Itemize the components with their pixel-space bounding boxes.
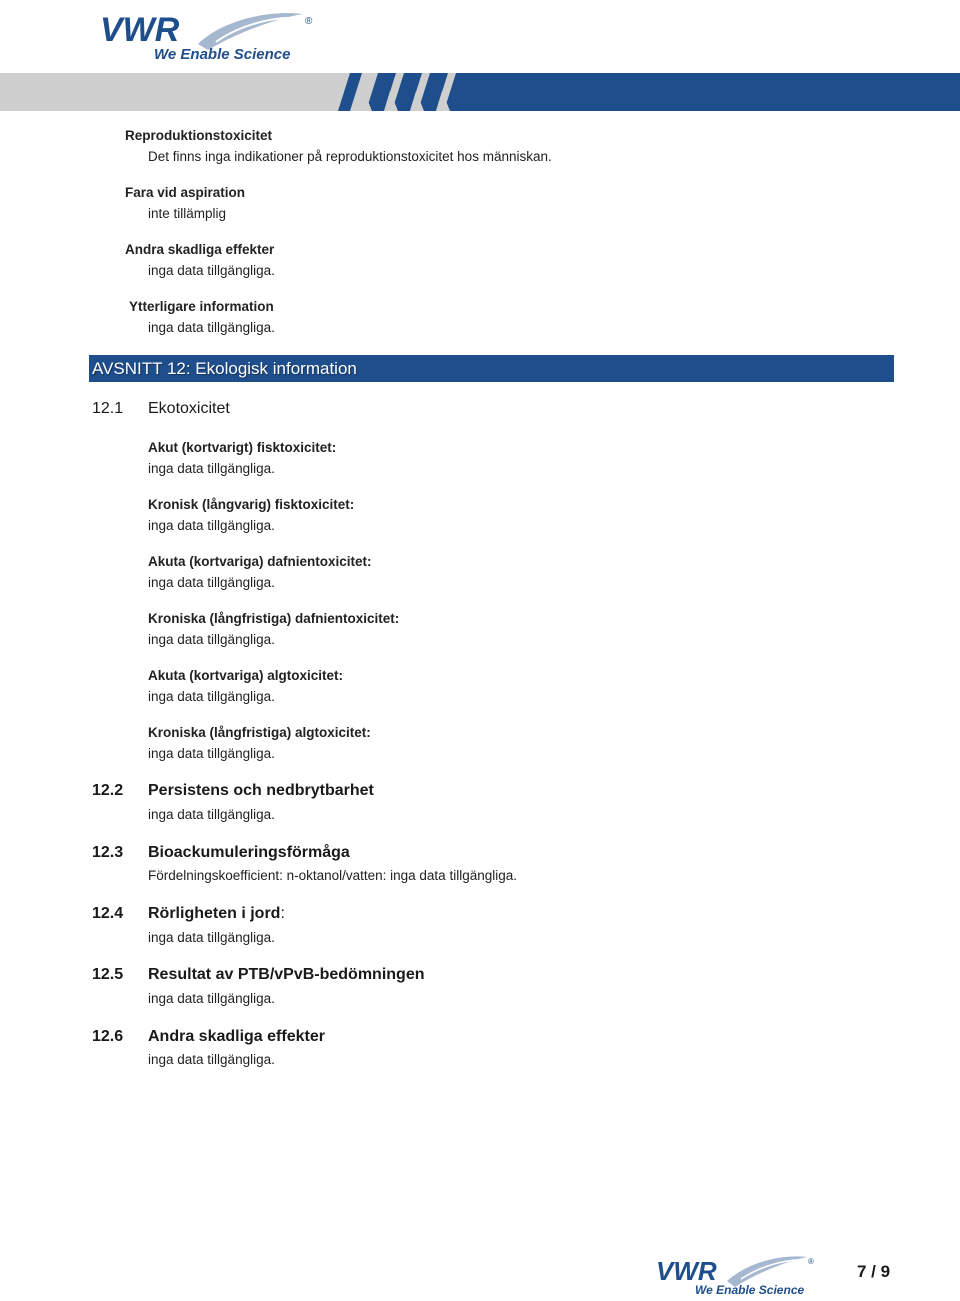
subsection-12-4-colon: : [280, 905, 285, 922]
subsection-12-1-number: 12.1 [92, 400, 124, 417]
section-12-header: AVSNITT 12: Ekologisk information [89, 355, 894, 382]
acute-daphnia-toxicity-value: inga data tillgängliga. [148, 575, 275, 590]
other-effects-value: inga data tillgängliga. [148, 263, 275, 278]
subsection-12-4-value: inga data tillgängliga. [148, 930, 275, 945]
chronic-daphnia-toxicity-label: Kroniska (långfristiga) dafnientoxicitet: [148, 611, 400, 626]
subsection-12-4-heading [148, 905, 285, 923]
chronic-algae-toxicity-label: Kroniska (långfristiga) algtoxicitet: [148, 725, 371, 740]
subsection-12-4-number: 12.4 [92, 905, 124, 922]
subsection-12-1-title: Ekotoxicitet [148, 400, 230, 417]
subsection-12-5-title: Resultat av PTB/vPvB-bedömningen [148, 966, 425, 983]
page-number: 7 / 9 [857, 1262, 891, 1281]
acute-algae-toxicity-value: inga data tillgängliga. [148, 689, 275, 704]
other-effects-label: Andra skadliga effekter [125, 242, 275, 257]
logo-tagline: We Enable Science [154, 46, 291, 62]
additional-info-label: Ytterligare information [129, 299, 274, 314]
reproduction-toxicity-label: Reproduktionstoxicitet [125, 128, 273, 143]
chronic-algae-toxicity-value: inga data tillgängliga. [148, 746, 275, 761]
subsection-12-6-number: 12.6 [92, 1028, 124, 1045]
acute-algae-toxicity-label: Akuta (kortvariga) algtoxicitet: [148, 668, 344, 683]
acute-fish-toxicity-value: inga data tillgängliga. [148, 461, 275, 476]
subsection-12-2-value: inga data tillgängliga. [148, 807, 275, 822]
chronic-daphnia-toxicity-value: inga data tillgängliga. [148, 632, 275, 647]
footer-logo-wordmark: VWR [656, 1256, 717, 1286]
header-band [0, 73, 960, 111]
additional-info-value: inga data tillgängliga. [148, 320, 275, 335]
logo-wordmark: VWR [100, 11, 180, 49]
chronic-fish-toxicity-value: inga data tillgängliga. [148, 518, 275, 533]
registered-mark: ® [305, 16, 313, 27]
subsection-12-3-number: 12.3 [92, 844, 124, 861]
subsection-12-5-number: 12.5 [92, 966, 124, 983]
subsection-12-6-title: Andra skadliga effekter [148, 1028, 325, 1045]
acute-daphnia-toxicity-label: Akuta (kortvariga) dafnientoxicitet: [148, 554, 372, 569]
footer-vwr-logo [655, 1251, 815, 1297]
aspiration-hazard-value: inte tillämplig [148, 206, 227, 221]
subsection-12-5-value: inga data tillgängliga. [148, 991, 275, 1006]
subsection-12-4-title: Rörligheten i jord [148, 905, 281, 922]
subsection-12-6-value: inga data tillgängliga. [148, 1052, 275, 1067]
footer-logo-tagline: We Enable Science [695, 1283, 805, 1297]
reproduction-toxicity-value: Det finns inga indikationer på reproduktionstoxicitet hos människan. [148, 149, 552, 164]
aspiration-hazard-label: Fara vid aspiration [125, 185, 246, 200]
acute-fish-toxicity-label: Akut (kortvarigt) fisktoxicitet: [148, 440, 337, 455]
subsection-12-2-title: Persistens och nedbrytbarhet [148, 782, 374, 799]
vwr-logo [98, 6, 318, 62]
subsection-12-2-number: 12.2 [92, 782, 124, 799]
subsection-12-3-value: Fördelningskoefficient: n-oktanol/vatten: inga data tillgängliga. [148, 868, 517, 883]
footer-registered-mark: ® [808, 1257, 814, 1266]
subsection-12-3-title: Bioackumuleringsförmåga [148, 844, 350, 861]
chronic-fish-toxicity-label: Kronisk (långvarig) fisktoxicitet: [148, 497, 355, 512]
